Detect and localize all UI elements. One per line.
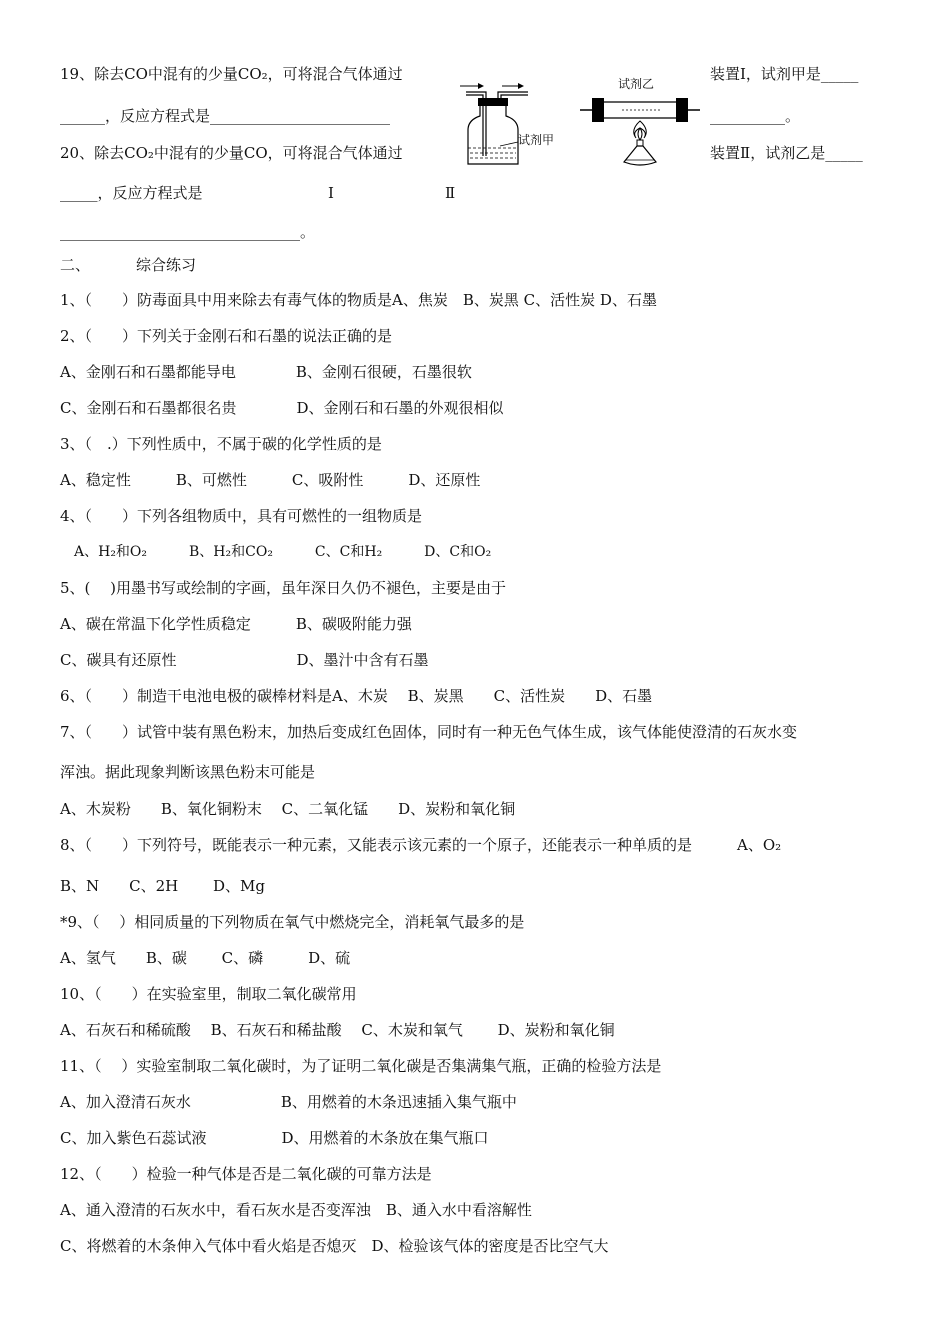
apparatus-II-heated-tube [580, 88, 700, 174]
q5-line1: 5、( )用墨书写或绘制的字画，虽年深日久仍不褪色，主要是由于 [60, 579, 507, 597]
q12-line1: 12、（ ）检验一种气体是否是二氧化碳的可靠方法是 [60, 1165, 432, 1183]
section-title: 综合练习 [136, 256, 197, 274]
q4-line1: 4、（ ）下列各组物质中，具有可燃性的一组物质是 [60, 507, 423, 525]
q19-line2: ______，反应方程式是________________________ [60, 107, 391, 125]
q1-line1: 1、（ ）防毒面具中用来除去有毒气体的物质是A、焦炭 B、炭黑 C、活性炭 D、石墨 [60, 291, 657, 309]
q19-line1-right: 装置Ⅰ，试剂甲是_____ [710, 65, 859, 83]
q9-options: A、氢气 B、碳 C、磷 D、硫 [60, 949, 351, 967]
q10-options: A、石灰石和稀硫酸 B、石灰石和稀盐酸 C、木炭和氧气 D、炭粉和氧化铜 [60, 1021, 615, 1039]
q12-options-ab: A、通入澄清的石灰水中，看石灰水是否变浑浊 B、通入水中看溶解性 [60, 1201, 532, 1219]
q11-options-ab: A、加入澄清石灰水 B、用燃着的木条迅速插入集气瓶中 [60, 1093, 517, 1111]
q20-line3: ________________________________。 [60, 223, 316, 241]
q2-line1: 2、（ ）下列关于金刚石和石墨的说法正确的是 [60, 327, 393, 345]
figure-label-II: Ⅱ [445, 184, 456, 202]
q10-line1: 10、（ ）在实验室里，制取二氧化碳常用 [60, 985, 357, 1003]
reagent-jia-label: 试剂甲 [518, 133, 555, 147]
q5-options-ab: A、碳在常温下化学性质稳定 B、碳吸附能力强 [60, 615, 412, 633]
q2-options-cd: C、金刚石和石墨都很名贵 D、金刚石和石墨的外观很相似 [60, 399, 504, 417]
q12-options-cd: C、将燃着的木条伸入气体中看火焰是否熄灭 D、检验该气体的密度是否比空气大 [60, 1237, 609, 1255]
q8-options: B、N C、2H D、Mg [60, 877, 266, 895]
section-header [60, 255, 196, 275]
q5-options-cd: C、碳具有还原性 D、墨汁中含有石墨 [60, 651, 429, 669]
q19-line1: 19、除去CO中混有的少量CO₂，可将混合气体通过 [60, 65, 403, 83]
reagent-yi-label: 试剂乙 [618, 77, 655, 91]
q11-line1: 11、（ ）实验室制取二氧化碳时，为了证明二氧化碳是否集满集气瓶，正确的检验方法是 [60, 1057, 662, 1075]
q20-line2: _____，反应方程式是 [60, 184, 203, 202]
q3-options: A、稳定性 B、可燃性 C、吸附性 D、还原性 [60, 471, 481, 489]
section-number: 二、 [60, 256, 91, 274]
q8-line1: 8、（ ）下列符号，既能表示一种元素，又能表示该元素的一个原子，还能表示一种单质的是 A、O₂ [60, 836, 782, 854]
q11-options-cd: C、加入紫色石蕊试液 D、用燃着的木条放在集气瓶口 [60, 1129, 489, 1147]
q20-line1-right: 装置Ⅱ，试剂乙是_____ [710, 144, 863, 162]
q19-line2-right: __________。 [710, 107, 801, 125]
q3-line1: 3、（ .）下列性质中，不属于碳的化学性质的是 [60, 435, 382, 453]
apparatus-I-wash-bottle [456, 74, 566, 174]
q4-options: A、H₂和O₂ B、H₂和CO₂ C、C和H₂ D、C和O₂ [60, 544, 492, 560]
q9-line1: *9、（ ）相同质量的下列物质在氧气中燃烧完全，消耗氧气最多的是 [60, 913, 525, 931]
q6-line1: 6、（ ）制造干电池电极的碳棒材料是A、木炭 B、炭黑 C、活性炭 D、石墨 [60, 687, 653, 705]
q7-line2: 浑浊。据此现象判断该黑色粉末可能是 [60, 763, 316, 781]
q20-line1: 20、除去CO₂中混有的少量CO，可将混合气体通过 [60, 144, 403, 162]
q7-options: A、木炭粉 B、氧化铜粉末 C、二氧化锰 D、炭粉和氧化铜 [60, 800, 516, 818]
q2-options-ab: A、金刚石和石墨都能导电 B、金刚石很硬，石墨很软 [60, 363, 472, 381]
figure-label-I: Ⅰ [328, 184, 334, 202]
q7-line1: 7、（ ）试管中装有黑色粉末，加热后变成红色固体，同时有一种无色气体生成，该气体能使澄清的石灰水变 [60, 723, 798, 741]
